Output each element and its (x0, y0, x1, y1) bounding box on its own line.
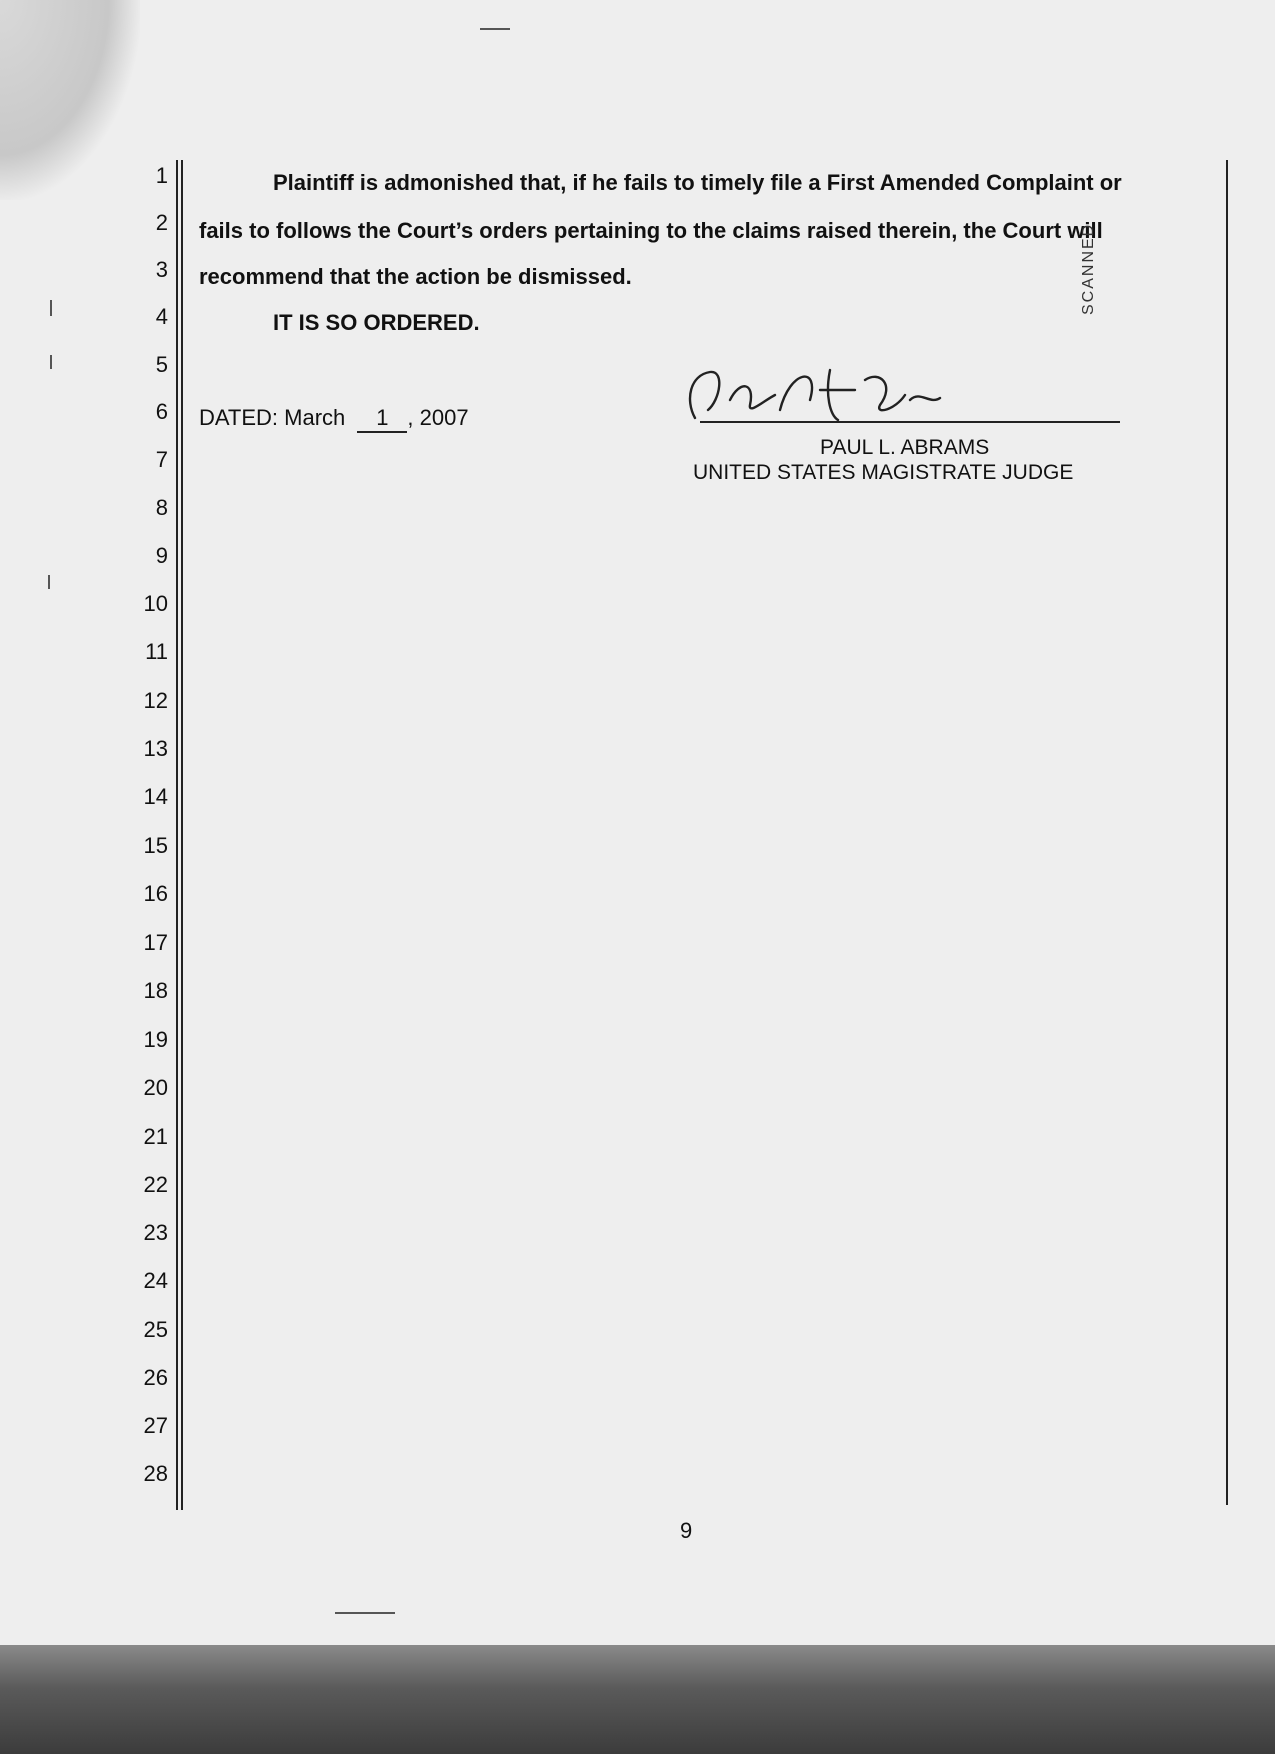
line-number: 27 (143, 1413, 168, 1438)
judge-name: PAUL L. ABRAMS (820, 436, 990, 459)
line-number: 9 (155, 543, 168, 568)
order-statement: IT IS SO ORDERED. (273, 310, 480, 335)
line-number: 14 (143, 784, 168, 809)
right-margin-rule (1226, 160, 1228, 1505)
admonishment-line-3: recommend that the action be dismissed. (199, 264, 632, 289)
line-number: 4 (155, 304, 168, 329)
line-number: 8 (155, 495, 168, 520)
line-number: 17 (143, 930, 168, 955)
line-number: 20 (143, 1075, 168, 1100)
line-number: 25 (143, 1317, 168, 1342)
dated-day-value: 1 (376, 405, 389, 430)
left-margin-rule-outer (176, 160, 178, 1510)
line-number: 6 (155, 399, 168, 424)
dated-month: March (284, 405, 346, 430)
line-number: 18 (143, 978, 168, 1003)
dated-day (357, 405, 407, 433)
scanner-background (0, 1645, 1275, 1754)
judge-signature (680, 360, 1100, 430)
line-number: 24 (143, 1268, 168, 1293)
margin-mark (50, 300, 52, 316)
admonishment-line-2: fails to follows the Court’s orders pertaining to the claims raised therein, the Court will (199, 218, 1103, 243)
signature-line (700, 421, 1120, 423)
line-number: 22 (143, 1172, 168, 1197)
line-number: 19 (143, 1027, 168, 1052)
line-number: 15 (143, 833, 168, 858)
line-number: 11 (145, 639, 168, 664)
line-number: 1 (155, 163, 168, 188)
dated-line (199, 405, 469, 433)
line-number: 23 (143, 1220, 168, 1245)
margin-mark (48, 575, 50, 589)
page-corner-fold (0, 0, 140, 200)
line-number: 12 (143, 688, 168, 713)
margin-mark (50, 355, 52, 369)
margin-mark (480, 28, 510, 30)
line-number: 2 (155, 210, 168, 235)
margin-mark (335, 1612, 395, 1614)
scanned-stamp: SCANNED (1080, 222, 1097, 315)
line-number: 10 (143, 591, 168, 616)
dated-label: DATED: (199, 405, 279, 430)
line-number: 26 (143, 1365, 168, 1390)
judge-title: UNITED STATES MAGISTRATE JUDGE (693, 461, 1074, 484)
line-number: 7 (155, 447, 168, 472)
page-number: 9 (680, 1518, 693, 1543)
line-number: 3 (155, 257, 168, 282)
line-number: 16 (143, 881, 168, 906)
line-number: 21 (143, 1124, 168, 1149)
admonishment-line-1: Plaintiff is admonished that, if he fails to timely file a First Amended Complaint or (273, 170, 1122, 195)
left-margin-rule-inner (181, 160, 183, 1510)
line-number: 28 (143, 1461, 168, 1486)
bleed-through-text (140, 150, 1180, 1520)
dated-year: , 2007 (407, 405, 469, 430)
line-number: 13 (143, 736, 168, 761)
line-number: 5 (155, 352, 168, 377)
